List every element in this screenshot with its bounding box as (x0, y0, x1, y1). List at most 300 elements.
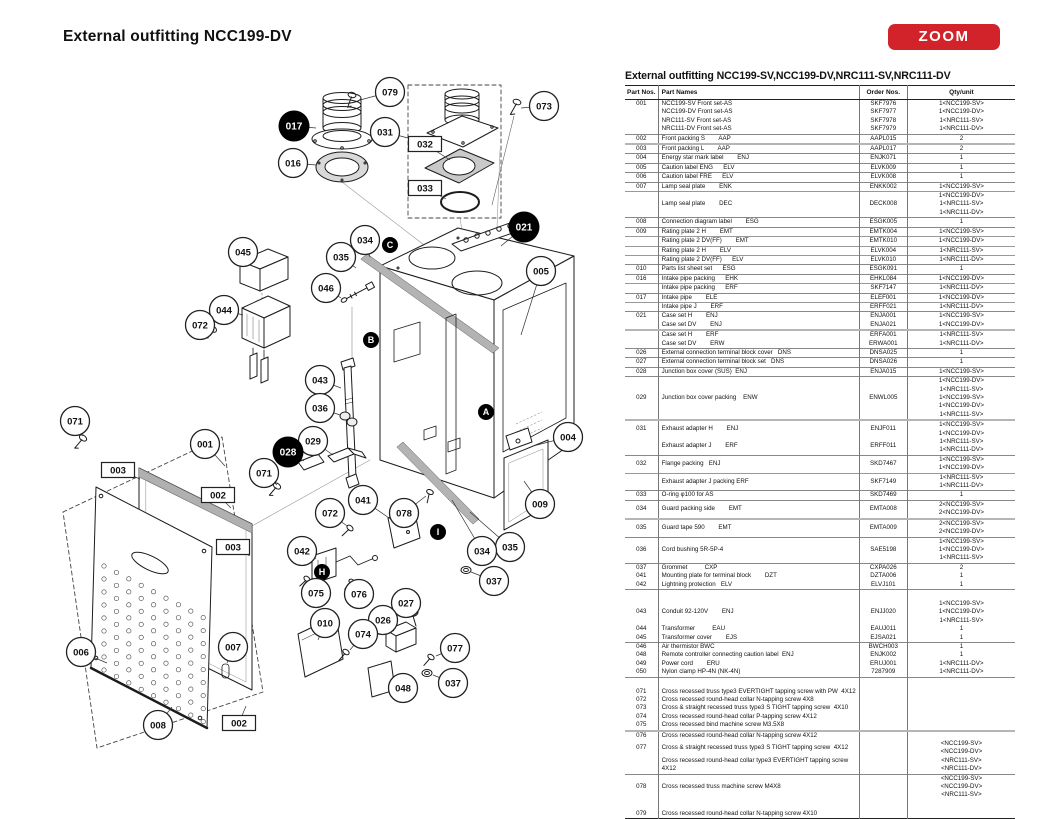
table-row (625, 348, 1015, 357)
cell-qty: 1 (959, 580, 964, 588)
table-row (625, 237, 1015, 246)
callout-072 (316, 499, 345, 528)
cell-part-name: Lamp seal plate DEC (658, 192, 859, 218)
cell-qty: 1 (907, 218, 1015, 227)
parts-group-077 (625, 740, 1015, 774)
parts-group-034 (625, 500, 1015, 518)
table-row (625, 246, 1015, 255)
table-row (625, 634, 1015, 643)
table-row (625, 519, 1015, 537)
parts-group-031 (625, 420, 1015, 455)
table-row (625, 293, 1015, 302)
table-row (625, 688, 1015, 696)
cell-part-name: Intake pipe packing EHK (658, 274, 859, 283)
table-row (625, 625, 1015, 633)
cell-qty: 1<NRC111-SV> 1<NRC111-DV> (939, 438, 984, 454)
callout-079 (376, 78, 405, 107)
table-row (625, 100, 1015, 109)
cell-qty: 1<NCC199-SV> 1<NCC199-DV> 1<NRC111-SV> (938, 599, 984, 624)
parts-group-007 (625, 182, 1015, 218)
callout-043 (306, 366, 335, 395)
cell-order-no: ENJF011 (859, 420, 907, 438)
svg-text:002: 002 (231, 718, 247, 730)
cell-part-name: Cross recessed round-head collar N-tapping screw 4X12 (658, 731, 859, 740)
parts-group-041 (625, 572, 1015, 580)
cell-part-no: 042 (625, 581, 658, 590)
svg-text:B: B (367, 335, 375, 346)
table-row (625, 154, 1015, 163)
svg-text:001: 001 (197, 439, 213, 451)
cell-part-no: 046 (625, 642, 658, 651)
cell-part-name: Cross recessed round-head collar type3 EVERTIGHT tapping screw 4X12 (658, 757, 859, 774)
table-row (625, 218, 1015, 227)
parts-group-027 (625, 358, 1015, 367)
gap-cell (907, 800, 1015, 810)
cell-qty: 1<NCC199-DV> (907, 237, 1015, 246)
table-row (625, 757, 1015, 774)
cell-part-no: 050 (625, 668, 658, 677)
cell-part-name: Connection diagram label ESG (658, 218, 859, 227)
cell-part-name: Lamp seal plate ENK (658, 182, 859, 191)
table-row (625, 704, 1015, 712)
cell-part-no: 037 (625, 563, 658, 572)
cell-part-no: 073 (625, 704, 658, 712)
cell-order-no: ELVK004 (859, 246, 907, 255)
gap-cell (859, 589, 907, 600)
table-row (625, 312, 1015, 321)
transformer-044 (242, 296, 290, 383)
cell-qty: 1 (959, 651, 964, 659)
cell-part-no: 074 (625, 713, 658, 721)
parts-group-072 (625, 696, 1015, 704)
svg-text:002: 002 (210, 490, 226, 502)
svg-text:008: 008 (150, 720, 166, 732)
svg-text:026: 026 (375, 615, 391, 627)
parts-group-045 (625, 634, 1015, 643)
cell-part-no: 034 (625, 500, 658, 518)
cell-qty: <NCC199-SV> <NCC199-DV> <NRC111-SV> (907, 774, 1015, 800)
cell-order-no: ESGK091 (859, 265, 907, 274)
cell-qty (907, 731, 1015, 740)
cell-order-no: AAPL017 (859, 144, 907, 154)
callout-046 (312, 274, 341, 303)
cell-part-name: Intake pipe ELE (658, 293, 859, 302)
callout-074 (349, 620, 378, 649)
cell-order-no: AAPL015 (859, 134, 907, 144)
cell-part-no: 031 (625, 420, 658, 438)
intake-pipe-assembly (312, 91, 372, 182)
cell-part-name: Lightning protection ELV (658, 581, 859, 590)
cell-part-name: Front packing L AAP (658, 144, 859, 154)
cell-part-name: Grommet CXP (658, 563, 859, 572)
svg-text:048: 048 (395, 683, 411, 695)
cell-part-no: 072 (625, 696, 658, 704)
cell-part-name: Case set H ERF (658, 330, 859, 339)
cell-part-name: Intake pipe packing ERF (658, 284, 859, 293)
table-row (625, 265, 1015, 274)
cell-order-no: ERFA001 (859, 330, 907, 339)
grommet-037-lower (422, 670, 432, 677)
parts-group-001 (625, 100, 1015, 135)
cell-qty: 2 (907, 134, 1015, 144)
callout-002 (223, 716, 256, 731)
cell-part-no: 077 (625, 740, 658, 757)
cell-part-no (625, 321, 658, 330)
parts-group-016 (625, 274, 1015, 293)
table-row (625, 438, 1015, 455)
cell-qty: <NRC111-SV> <NRC111-DV> (941, 756, 982, 773)
cell-order-no: EMTA009 (859, 519, 907, 537)
callout-076 (345, 580, 374, 609)
header-n: Part Names (658, 86, 859, 100)
cell-order-no: SKD7469 (859, 491, 907, 500)
svg-text:041: 041 (355, 495, 371, 507)
table-row (625, 563, 1015, 572)
callout-045 (229, 238, 258, 267)
screw-071-left (72, 434, 88, 451)
callout-002 (202, 488, 235, 503)
cell-part-name: NRC111-DV Front set-AS (658, 125, 859, 134)
cell-order-no (859, 774, 907, 800)
cell-qty: 1<NCC199-SV> (907, 182, 1015, 191)
cell-order-no: ELVK008 (859, 173, 907, 182)
cell-order-no: EMTA008 (859, 500, 907, 518)
cell-qty: 1<NRC111-SV> (907, 330, 1015, 339)
screw-073 (508, 98, 521, 116)
cell-order-no: ELVK010 (859, 255, 907, 264)
header-p: Part Nos. (625, 86, 658, 100)
parts-table (625, 85, 1015, 819)
callout-077 (441, 634, 470, 663)
callout-003 (102, 463, 135, 478)
svg-text:010: 010 (317, 618, 333, 630)
cell-qty (907, 688, 1015, 696)
callout-034 (468, 537, 497, 566)
svg-text:034: 034 (357, 235, 373, 247)
cell-order-no (859, 731, 907, 740)
cell-part-no: 044 (625, 625, 658, 633)
gap-cell (859, 677, 907, 688)
gap-cell (658, 800, 859, 810)
cell-part-name: NCC199-DV Front set-AS (658, 108, 859, 116)
cell-order-no (859, 696, 907, 704)
svg-text:043: 043 (312, 375, 328, 387)
cell-part-name: Caution label ENG ELV (658, 163, 859, 172)
callout-007 (219, 633, 248, 662)
cell-qty: 1<NCC199-DV> 1<NRC111-SV> 1<NCC199-SV> 1<NCC199-DV> 1<NRC111-SV> (907, 377, 1015, 421)
callout-008 (144, 711, 173, 740)
cell-part-no: 029 (625, 377, 658, 421)
cell-part-no (625, 473, 658, 491)
callout-003 (217, 540, 250, 555)
cell-part-no: 076 (625, 731, 658, 740)
table-row (625, 651, 1015, 659)
cell-part-no (625, 330, 658, 339)
cell-part-name: Exhaust adapter J packing ERF (658, 473, 859, 491)
cell-qty: 1<NCC199-DV> (938, 108, 984, 116)
cell-part-name: Rating plate 2 H ELV (658, 246, 859, 255)
cell-part-no: 004 (625, 154, 658, 163)
parts-group-073 (625, 704, 1015, 712)
parts-table-title: External outfitting NCC199-SV,NCC199-DV,NRC111-SV,NRC111-DV (625, 70, 951, 82)
cell-order-no (859, 688, 907, 696)
cell-part-name: Junction box cover (SUS) ENJ (658, 367, 859, 376)
gap-cell (658, 589, 859, 600)
svg-text:004: 004 (560, 432, 576, 444)
cell-qty: 1<NCC199-SV> 1<NCC199-DV> (907, 455, 1015, 473)
gap-cell (625, 589, 658, 600)
cell-qty: 1 (907, 348, 1015, 357)
cell-qty: 1<NRC111-DV> (907, 255, 1015, 264)
cord-bushing-036 (340, 412, 357, 426)
table-gap (625, 589, 1015, 600)
callout-010 (311, 609, 340, 638)
parts-group-043 (625, 600, 1015, 625)
table-row (625, 117, 1015, 125)
parts-group-002 (625, 134, 1015, 144)
parts-table-panel (625, 70, 1019, 819)
cell-part-name: External connection terminal block set DNS (658, 358, 859, 367)
cell-order-no: ENJK071 (859, 154, 907, 163)
svg-text:009: 009 (532, 499, 548, 511)
cell-part-no (625, 246, 658, 255)
cell-order-no (859, 740, 907, 757)
cell-part-no (625, 117, 658, 125)
cell-part-name: Front packing S AAP (658, 134, 859, 144)
cell-order-no: DZTA006 (859, 572, 907, 580)
svg-text:007: 007 (225, 642, 241, 654)
bracket-029 (328, 448, 366, 462)
gap-cell (625, 800, 658, 810)
table-row (625, 377, 1015, 421)
parts-group-004 (625, 154, 1015, 163)
cell-order-no: DECK008 (859, 192, 907, 218)
parts-group-046 (625, 642, 1015, 651)
cell-part-no: 033 (625, 491, 658, 500)
parts-group-044 (625, 625, 1015, 633)
callout-b (363, 332, 379, 348)
table-row (625, 668, 1015, 677)
svg-text:029: 029 (305, 436, 321, 448)
table-row (625, 284, 1015, 293)
cell-qty: 1<NRC111-DV> (939, 668, 984, 676)
cell-part-no: 049 (625, 660, 658, 668)
cell-part-name: Case set DV ERW (658, 340, 859, 349)
cell-part-no: 078 (625, 774, 658, 800)
parts-group-079 (625, 810, 1015, 819)
callout-035 (327, 243, 356, 272)
callout-073 (530, 92, 559, 121)
cell-part-no: 021 (625, 312, 658, 321)
svg-text:037: 037 (445, 678, 461, 690)
cell-part-no: 048 (625, 651, 658, 659)
zoom-button[interactable]: ZOOM (888, 24, 1000, 50)
callout-071 (61, 407, 90, 436)
callout-h (314, 564, 330, 580)
svg-text:071: 071 (256, 468, 272, 480)
table-row (625, 600, 1015, 625)
callout-005 (527, 257, 556, 286)
parts-group-029 (625, 377, 1015, 421)
parts-table-header (625, 86, 1015, 100)
svg-text:074: 074 (355, 629, 371, 641)
cell-part-name: Exhaust adapter J ERF (658, 438, 859, 455)
table-row (625, 491, 1015, 500)
cell-part-name: Conduit 92-120V ENJ (658, 600, 859, 625)
svg-text:H: H (318, 567, 326, 578)
cell-order-no: SKF7147 (859, 284, 907, 293)
cell-order-no (859, 713, 907, 721)
table-row (625, 537, 1015, 563)
cell-part-no: 043 (625, 600, 658, 625)
cell-part-name: Cross recessed round-head collar N-tapping screw 4X10 (658, 810, 859, 819)
cell-part-name: NRC111-SV Front set-AS (658, 117, 859, 125)
svg-text:079: 079 (382, 87, 398, 99)
cell-part-name: Junction box cover packing ENW (658, 377, 859, 421)
callout-036 (306, 394, 335, 423)
table-row (625, 420, 1015, 438)
callout-033 (409, 181, 442, 196)
cell-order-no: EAUJ011 (859, 625, 907, 633)
table-gap (625, 800, 1015, 810)
cell-qty: 1 (907, 642, 1015, 651)
cell-part-name: Cross recessed round-head collar N-tapping screw 4X8 (658, 696, 859, 704)
cell-order-no: SKF7976 (859, 100, 907, 109)
svg-text:037: 037 (486, 576, 502, 588)
parts-group-078 (625, 774, 1015, 800)
parts-group-005 (625, 163, 1015, 172)
cell-qty: 1<NCC199-SV> 1<NCC199-DV> (907, 420, 1015, 438)
svg-text:073: 073 (536, 101, 552, 113)
table-row (625, 144, 1015, 154)
svg-text:I: I (436, 527, 440, 538)
cell-part-name: Exhaust adapter H ENJ (658, 420, 859, 438)
cell-part-name: Guard packing side EMT (658, 500, 859, 518)
cell-qty: 1<NRC111-SV> 1<NRC111-DV> (907, 473, 1015, 491)
cell-order-no: EMTK004 (859, 227, 907, 236)
cell-qty: 2 (907, 144, 1015, 154)
cell-part-no: 041 (625, 572, 658, 580)
callout-078 (390, 499, 419, 528)
front-panel-assembly (63, 437, 263, 748)
page-title: External outfitting NCC199-DV (63, 28, 292, 45)
table-gap (625, 677, 1015, 688)
table-row (625, 330, 1015, 339)
cell-order-no: 7287909 (859, 668, 907, 677)
svg-text:046: 046 (318, 283, 334, 295)
cell-part-name: Flange packing ENJ (658, 455, 859, 473)
table-row (625, 182, 1015, 191)
table-row (625, 713, 1015, 721)
parts-group-021 (625, 312, 1015, 349)
cell-part-name: Rating plate 2 DV(FF) ELV (658, 255, 859, 264)
callout-041 (349, 486, 378, 515)
header-q: Qty/unit (907, 86, 1015, 100)
air-thermistor-046 (340, 282, 375, 304)
gap-cell (625, 677, 658, 688)
cell-part-name: Caution label FRE ELV (658, 173, 859, 182)
svg-text:021: 021 (515, 222, 533, 234)
svg-text:003: 003 (110, 465, 126, 477)
table-row (625, 455, 1015, 473)
table-row (625, 810, 1015, 819)
cell-part-name: Transformer EAU (658, 625, 859, 633)
cell-qty: 1 (907, 358, 1015, 367)
parts-group-035 (625, 519, 1015, 537)
cell-qty (907, 713, 1015, 721)
table-row (625, 696, 1015, 704)
cell-qty: 1 (907, 491, 1015, 500)
cell-part-no: 032 (625, 455, 658, 473)
cell-qty: 1<NRC111-SV> (907, 246, 1015, 255)
cell-part-name: External connection terminal block cover DNS (658, 348, 859, 357)
cell-part-name: Cross recessed truss type3 EVERTIGHT tapping screw with PW 4X12 (658, 688, 859, 696)
parts-group-076 (625, 731, 1015, 740)
cell-qty (907, 696, 1015, 704)
cell-qty: <NCC199-SV> <NCC199-DV> (940, 740, 983, 756)
cell-order-no: ENWL005 (859, 377, 907, 421)
parts-group-009 (625, 227, 1015, 265)
cell-order-no: SAE5198 (859, 537, 907, 563)
cell-qty: 1<NRC111-SV> (939, 116, 984, 124)
cell-order-no: DNSA026 (859, 358, 907, 367)
table-row (625, 367, 1015, 376)
cell-part-name: Parts list sheet set ESG (658, 265, 859, 274)
cell-part-name: Rating plate 2 DV(FF) EMT (658, 237, 859, 246)
cell-qty: 1<NRC111-DV> (907, 284, 1015, 293)
cell-part-no (625, 125, 658, 134)
svg-text:016: 016 (285, 158, 301, 170)
parts-group-032 (625, 455, 1015, 491)
cell-qty: 1<NCC199-SV> (907, 227, 1015, 236)
parts-group-071 (625, 688, 1015, 696)
callout-021 (509, 212, 540, 243)
svg-text:072: 072 (322, 508, 338, 520)
parts-group-028 (625, 367, 1015, 376)
svg-text:005: 005 (533, 266, 549, 278)
table-row (625, 227, 1015, 236)
svg-text:032: 032 (417, 139, 433, 151)
callout-042 (288, 537, 317, 566)
cell-part-name: Transformer cover EJS (658, 634, 859, 643)
cell-order-no: EMTK010 (859, 237, 907, 246)
parts-group-048 (625, 651, 1015, 659)
callout-037 (480, 567, 509, 596)
cell-qty: 2 (907, 563, 1015, 572)
svg-text:031: 031 (377, 127, 393, 139)
parts-group-074 (625, 713, 1015, 721)
cell-order-no (859, 704, 907, 712)
cell-order-no: ELVJ101 (859, 581, 907, 590)
svg-text:076: 076 (351, 589, 367, 601)
cell-part-no: 036 (625, 537, 658, 563)
cell-part-no: 010 (625, 265, 658, 274)
cell-part-no: 075 (625, 721, 658, 730)
cell-order-no: ENKK002 (859, 182, 907, 191)
cell-part-no (625, 340, 658, 349)
cell-qty (907, 704, 1015, 712)
cell-qty: 1 (907, 154, 1015, 163)
svg-text:045: 045 (235, 247, 251, 259)
cell-part-name: Nylon clamp HP-4N (NK-4N) (658, 668, 859, 677)
cell-qty: 1<NRC111-DV> (939, 659, 984, 667)
cell-qty: 1<NCC199-DV> 1<NRC111-SV> 1<NRC111-DV> (907, 192, 1015, 218)
parts-group-050 (625, 668, 1015, 677)
parts-group-042 (625, 581, 1015, 590)
cell-qty: 1 (959, 633, 964, 641)
cell-order-no: ELVK009 (859, 163, 907, 172)
cell-part-no: 026 (625, 348, 658, 357)
